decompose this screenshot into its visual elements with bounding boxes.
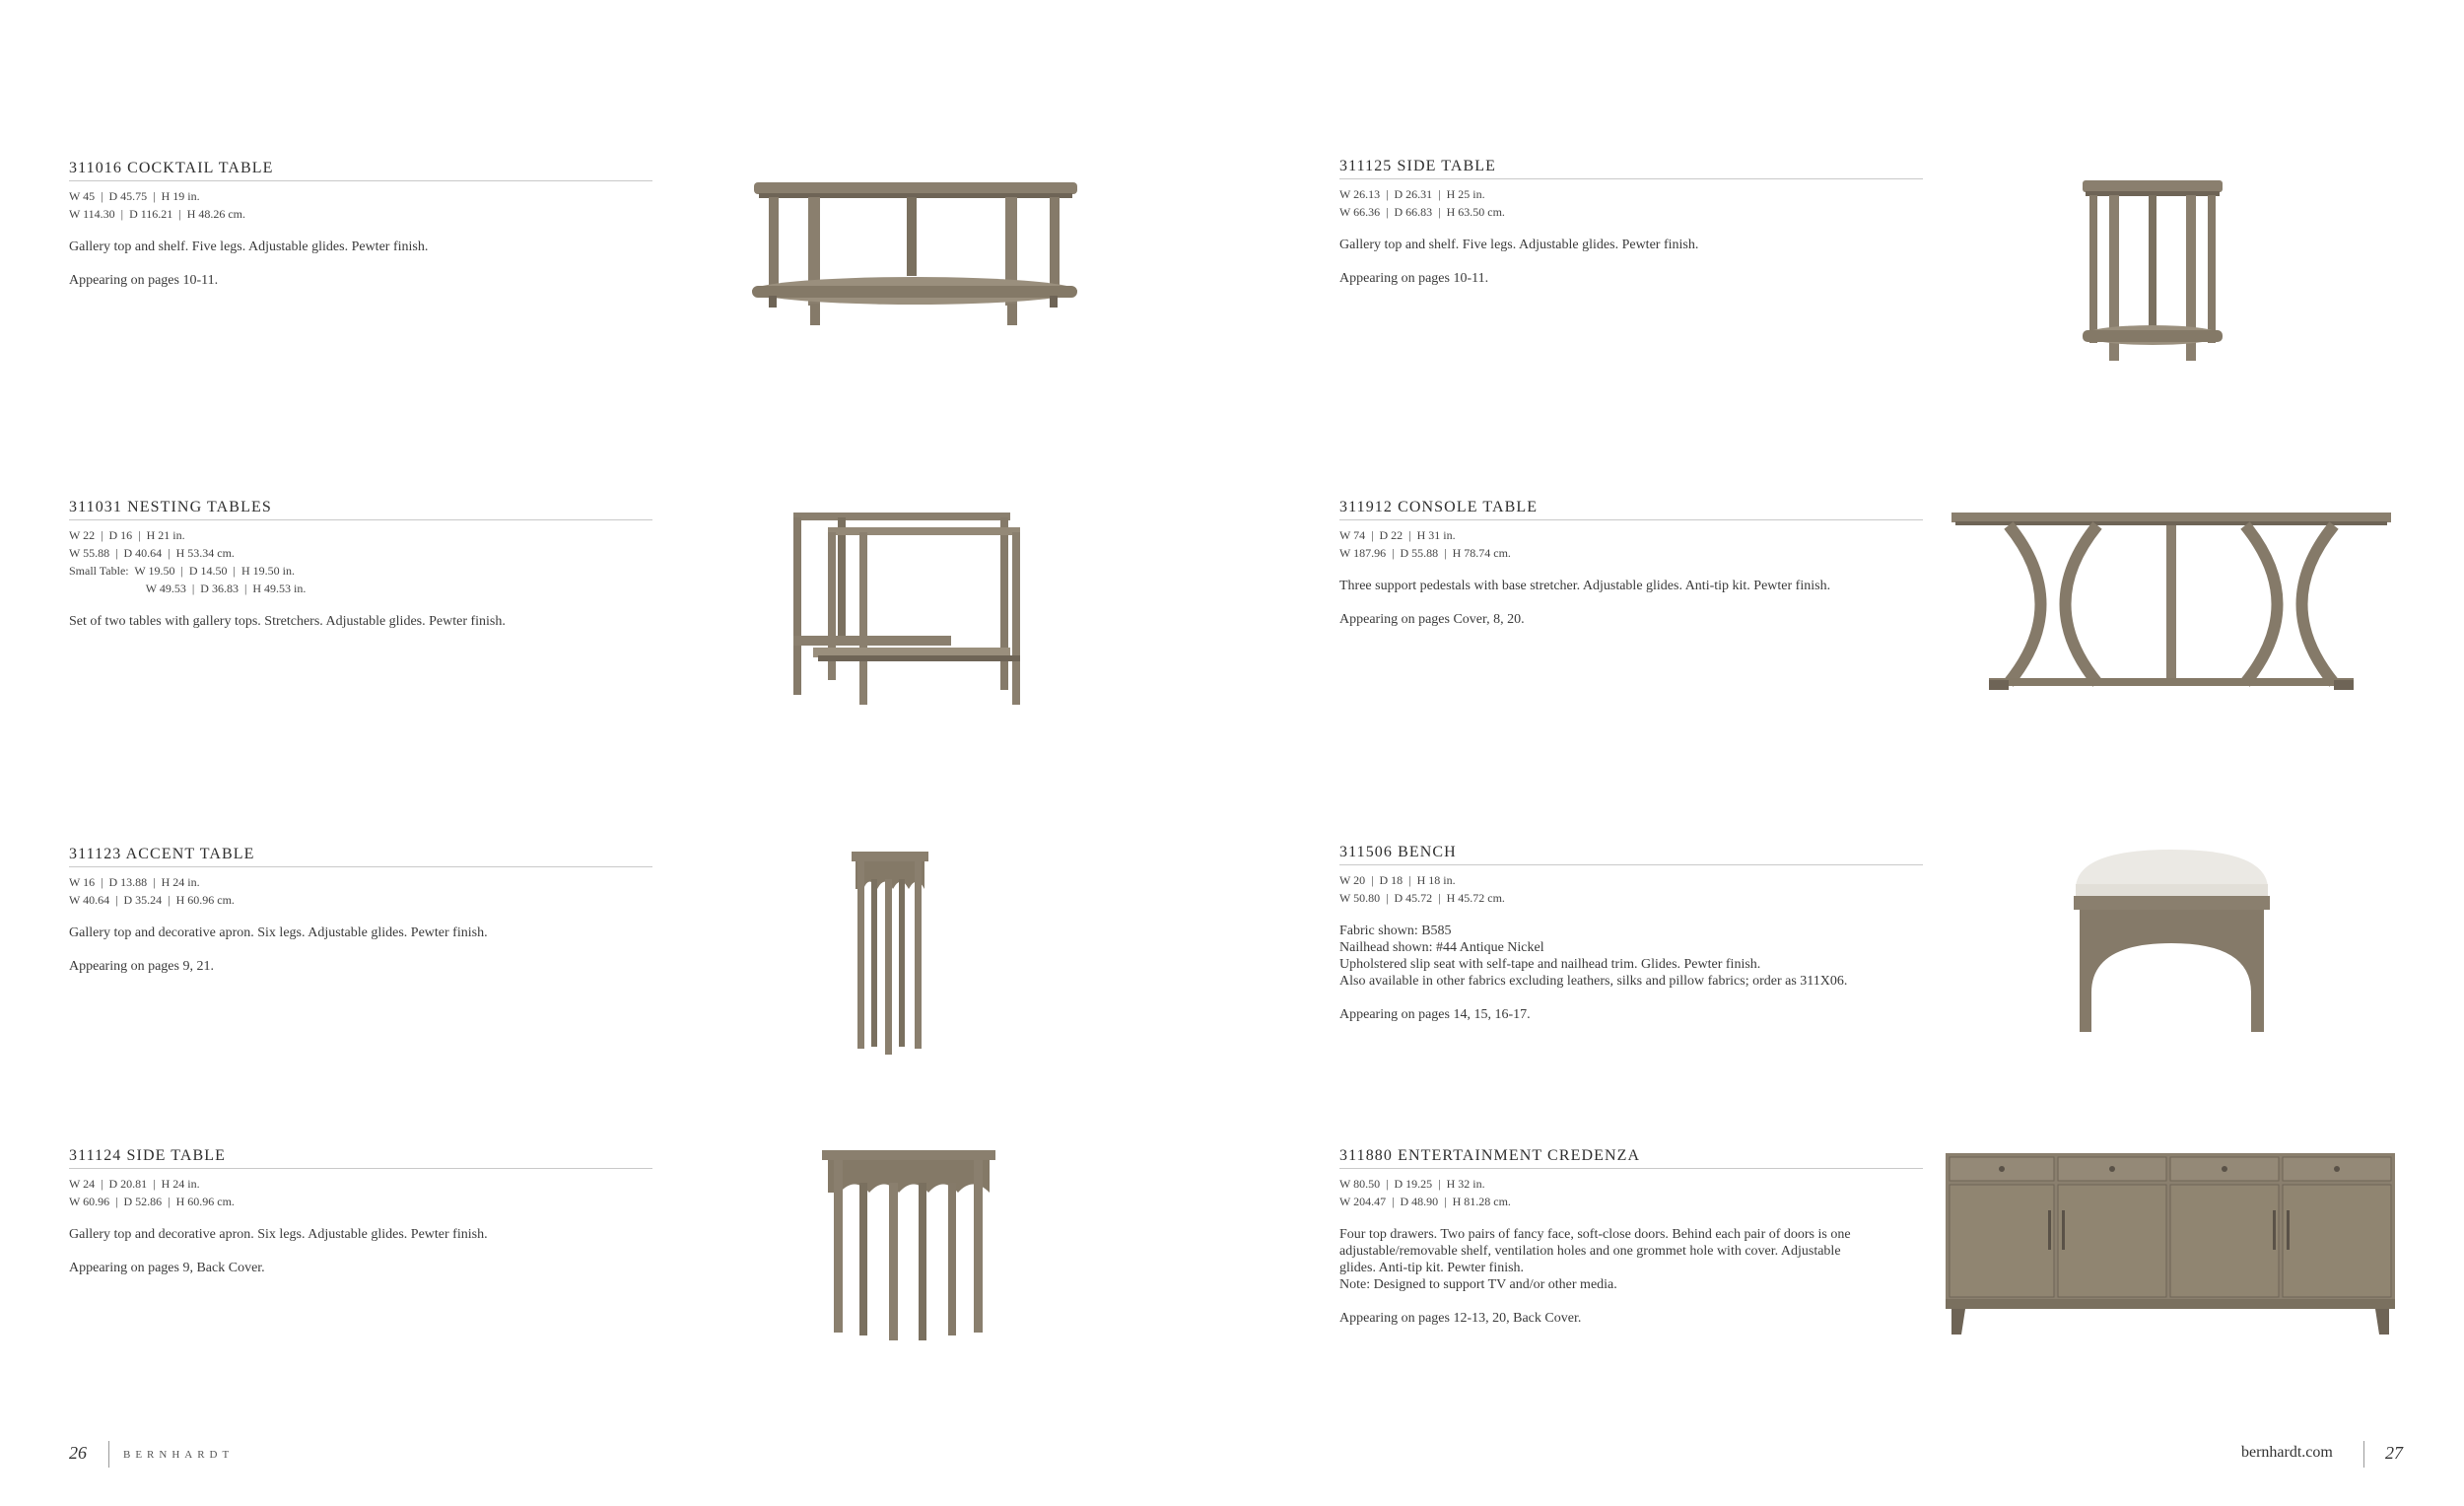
dimension-line: W 74 | D 22 | H 31 in. [1339,528,1456,542]
console-table-image [1950,511,2393,693]
product-title: 311880 ENTERTAINMENT CREDENZA [1339,1147,1923,1169]
dimension-line: W 50.80 | D 45.72 | H 45.72 cm. [1339,891,1505,905]
description-line: Nailhead shown: #44 Antique Nickel [1339,940,1544,955]
appearing-pages: Appearing on pages Cover, 8, 20. [1339,612,1525,627]
dimension-line: W 49.53 | D 36.83 | H 49.53 in. [69,582,307,595]
dimension-line: W 204.47 | D 48.90 | H 81.28 cm. [1339,1195,1511,1208]
dimension-line: Small Table: W 19.50 | D 14.50 | H 19.50 in. [69,564,295,578]
product-description [69,613,652,630]
cocktail-table-image [749,177,1084,335]
appearing-pages: Appearing on pages 14, 15, 16-17. [1339,1007,1531,1022]
dimension-line: W 22 | D 16 | H 21 in. [69,528,185,542]
description-line: Gallery top and shelf. Five legs. Adjustable glides. Pewter finish. [69,240,429,254]
product-dimensions [1339,871,1923,907]
dimension-line: W 20 | D 18 | H 18 in. [1339,873,1456,887]
dimension-line: W 40.64 | D 35.24 | H 60.96 cm. [69,893,235,907]
product-item [1339,1147,1923,1327]
appearing-pages: Appearing on pages 12-13, 20, Back Cover. [1339,1311,1582,1326]
product-title: 311123 ACCENT TABLE [69,846,652,867]
product-description [1339,578,1923,594]
bench-image [2066,845,2278,1042]
product-item [69,499,652,630]
dimension-line: W 60.96 | D 52.86 | H 60.96 cm. [69,1195,235,1208]
description-line: adjustable/removable shelf, ventilation holes and one grommet hole with cover. Adjustable [1339,1244,1841,1259]
product-dimensions [1339,185,1923,221]
product-dimensions [69,526,652,597]
product-description [1339,1226,1923,1293]
side-table-apron-image [820,1148,997,1345]
product-item [69,160,652,289]
product-item [1339,499,1923,628]
product-description [1339,237,1923,253]
footer-divider [2363,1441,2364,1468]
appearing-pages: Appearing on pages 9, Back Cover. [69,1261,265,1275]
appearing-pages: Appearing on pages 10-11. [1339,271,1489,286]
left-page-number: 26 [69,1443,87,1463]
dimension-line: W 80.50 | D 19.25 | H 32 in. [1339,1177,1485,1191]
product-item [1339,158,1923,287]
dimension-line: W 26.13 | D 26.31 | H 25 in. [1339,187,1485,201]
product-title: 311506 BENCH [1339,844,1923,865]
brand-logo: BERNHARDT [123,1449,235,1461]
product-description [69,1226,652,1243]
product-description [1339,923,1923,990]
product-item [69,1147,652,1276]
dimension-line: W 66.36 | D 66.83 | H 63.50 cm. [1339,205,1505,219]
description-line: glides. Anti-tip kit. Pewter finish. [1339,1261,1525,1275]
product-dimensions [69,187,652,223]
dimension-line: W 24 | D 20.81 | H 24 in. [69,1177,200,1191]
product-title: 311016 COCKTAIL TABLE [69,160,652,181]
accent-table-image [850,850,930,1057]
description-line: Set of two tables with gallery tops. Stretchers. Adjustable glides. Pewter finish. [69,614,506,629]
product-item [69,846,652,975]
product-dimensions [1339,526,1923,562]
description-line: Fabric shown: B585 [1339,924,1452,938]
dimension-line: W 55.88 | D 40.64 | H 53.34 cm. [69,546,235,560]
appearing-pages: Appearing on pages 9, 21. [69,959,214,974]
description-line: Three support pedestals with base stretcher. Adjustable glides. Anti-tip kit. Pewter finish. [1339,579,1831,593]
product-description [69,924,652,941]
product-dimensions [69,873,652,909]
product-description [69,239,652,255]
website-link[interactable]: bernhardt.com [2241,1444,2333,1461]
product-dimensions [69,1175,652,1210]
description-line: Four top drawers. Two pairs of fancy face, soft-close doors. Behind each pair of doors is one [1339,1227,1851,1242]
product-title: 311124 SIDE TABLE [69,1147,652,1169]
credenza-image [1944,1151,2397,1338]
dimension-line: W 114.30 | D 116.21 | H 48.26 cm. [69,207,246,221]
description-line: Also available in other fabrics excluding leathers, silks and pillow fabrics; order as 311X06. [1339,974,1848,989]
description-line: Gallery top and decorative apron. Six legs. Adjustable glides. Pewter finish. [69,1227,488,1242]
product-dimensions [1339,1175,1923,1210]
product-item [1339,844,1923,1023]
description-line: Gallery top and shelf. Five legs. Adjustable glides. Pewter finish. [1339,238,1699,252]
dimension-line: W 45 | D 45.75 | H 19 in. [69,189,200,203]
footer-divider [108,1441,109,1468]
description-line: Upholstered slip seat with self-tape and nailhead trim. Glides. Pewter finish. [1339,957,1761,972]
product-title: 311031 NESTING TABLES [69,499,652,520]
product-title: 311125 SIDE TABLE [1339,158,1923,179]
right-page-number: 27 [2385,1443,2403,1463]
product-title: 311912 CONSOLE TABLE [1339,499,1923,520]
appearing-pages: Appearing on pages 10-11. [69,273,219,288]
description-line: Note: Designed to support TV and/or other media. [1339,1277,1617,1292]
nesting-tables-image [788,508,1025,705]
dimension-line: W 16 | D 13.88 | H 24 in. [69,875,200,889]
side-table-round-image [2080,177,2227,370]
description-line: Gallery top and decorative apron. Six legs. Adjustable glides. Pewter finish. [69,925,488,940]
dimension-line: W 187.96 | D 55.88 | H 78.74 cm. [1339,546,1511,560]
